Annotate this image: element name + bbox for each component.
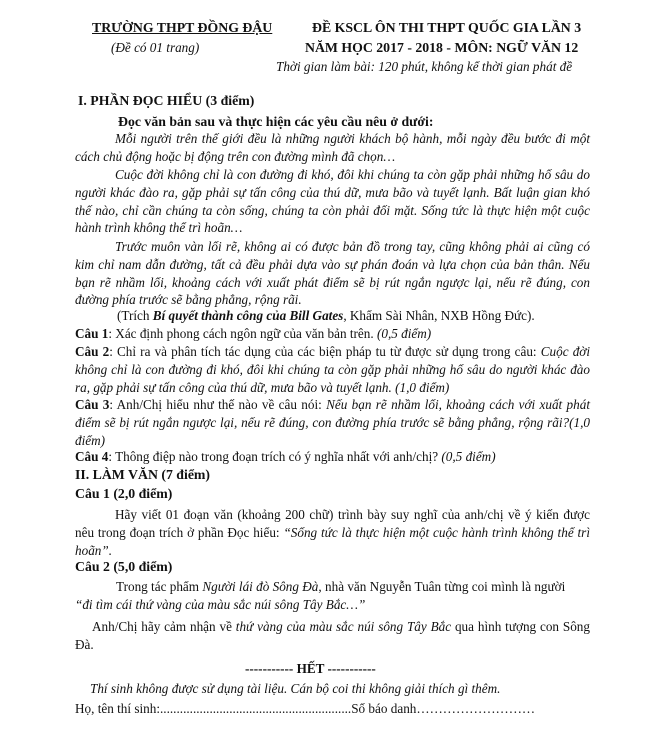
passage-citation: (Trích Bí quyết thành công của Bill Gates, Khẩm Sài Nhân, NXB Hồng Đức). xyxy=(117,308,535,323)
exam-rules-note: Thí sinh không được sử dụng tài liệu. Cán bộ coi thi không giải thích gì thêm. xyxy=(90,681,501,696)
essay-question-1-body: Hãy viết 01 đoạn văn (khoảng 200 chữ) trình bày suy nghĩ của anh/chị về ý kiến được nêu trong đoạn trích ở phần Đọc hiểu: “Sống tức là thực hiện một cuộc hành trình không thể trì hoãn”. xyxy=(75,507,590,558)
passage-paragraph-2: Cuộc đời không chỉ là con đường đi khó, đôi khi chúng ta còn gặp phải những hố sâu do người khác đào ra, gặp phải sự tấn công của thú dữ, mưa bão và tuyết lạnh. Bất luận gian khó thế nào, chỉ cần chúng ta còn sống, chúng ta còn phải đối mặt. Sống tức là thực hiện một cuộc hành trình không thể trì hoãn… xyxy=(75,167,590,236)
essay-question-2-intro: Trong tác phẩm Người lái đò Sông Đà, nhà văn Nguyễn Tuân từng coi mình là người xyxy=(116,579,566,594)
question-4: Câu 4: Thông điệp nào trong đoạn trích có ý nghĩa nhất với anh/chị? (0,5 điểm) xyxy=(75,449,496,464)
exam-time-note: Thời gian làm bài: 120 phút, không kể thời gian phát đề xyxy=(276,59,573,74)
end-mark: ----------- HẾT ----------- xyxy=(245,661,376,676)
candidate-info-line: Họ, tên thí sinh:..........................................................Số báo danh……………………… xyxy=(75,701,536,716)
part1-heading: I. PHẦN ĐỌC HIỂU (3 điểm) xyxy=(78,93,255,108)
school-name: TRƯỜNG THPT ĐỒNG ĐẬU xyxy=(92,20,273,35)
question-3: Câu 3: Anh/Chị hiểu như thế nào về câu nói: Nếu bạn rẽ nhầm lối, khoảng cách với xuất phát điểm sẽ bị rút ngắn ngược lại, nếu rẽ đúng, con đường phía trước sẽ bằng phẳng, rộng rãi?(1,0 điểm) xyxy=(75,397,590,448)
exam-title-line-1: ĐỀ KSCL ÔN THI THPT QUỐC GIA LẦN 3 xyxy=(312,20,582,35)
part2-heading: II. LÀM VĂN (7 điểm) xyxy=(75,467,211,482)
question-2: Câu 2: Chỉ ra và phân tích tác dụng của các biện pháp tu từ được sử dụng trong câu: Cuộc đời không chỉ là con đường đi khó, đôi khi chúng ta còn gặp phải những hố sâu do người khác đào ra, gặp phải sự tấn công của thú dữ, mưa bão và tuyết lạnh. (1,0 điểm) xyxy=(75,344,590,395)
essay-question-1-heading: Câu 1 (2,0 điểm) xyxy=(75,486,173,501)
page-count-note: (Đề có 01 trang) xyxy=(111,40,200,55)
essay-question-2-heading: Câu 2 (5,0 điểm) xyxy=(75,559,173,574)
part1-instruction: Đọc văn bản sau và thực hiện các yêu cầu nêu ở dưới: xyxy=(118,114,434,129)
essay-question-2-task: Anh/Chị hãy cảm nhận về thứ vàng của màu sắc núi sông Tây Bắc qua hình tượng con Sông Đà. xyxy=(75,619,590,652)
passage-paragraph-1: Mỗi người trên thế giới đều là những người khách bộ hành, mỗi ngày đều bước đi một cách chủ động hoặc bị động trên con đường mình đã chọn… xyxy=(75,131,590,164)
exam-title-line-2: NĂM HỌC 2017 - 2018 - MÔN: NGỮ VĂN 12 xyxy=(305,40,579,55)
passage-paragraph-3: Trước muôn vàn lối rẽ, không ai có được bản đồ trong tay, cũng không phải ai cũng có kim chỉ nam dẫn đường, tất cả đều phải dựa vào sự phán đoán và lựa chọn của bản thân. Nếu bạn rẽ nhầm lối, khoảng cách với xuất phát điểm sẽ bị rút ngắn ngược lại, nếu rẽ đúng, con đường phía trước sẽ bằng phẳng, rộng rãi. xyxy=(75,239,590,308)
essay-question-2-quote: “đi tìm cái thứ vàng của màu sắc núi sông Tây Bắc…” xyxy=(75,597,366,612)
question-1: Câu 1: Xác định phong cách ngôn ngữ của văn bản trên. (0,5 điểm) xyxy=(75,326,432,341)
